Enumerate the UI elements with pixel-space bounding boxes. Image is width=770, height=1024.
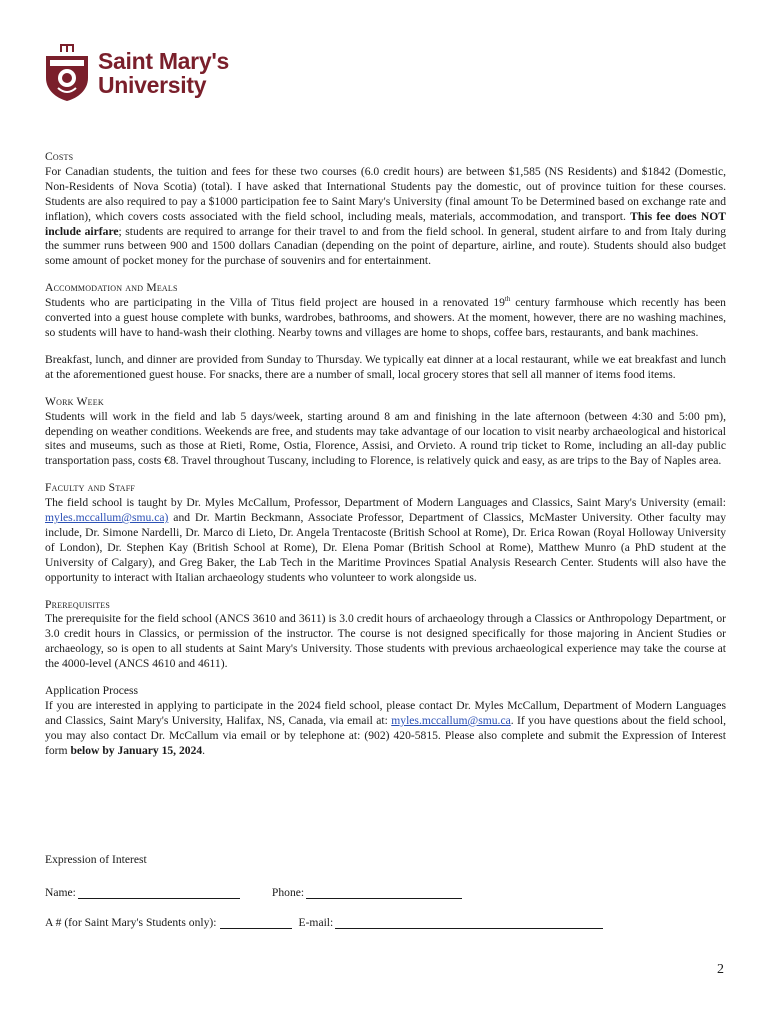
- a-number-label: A # (for Saint Mary's Students only):: [45, 916, 217, 929]
- email-label: E-mail:: [298, 916, 334, 929]
- eoi-row-1: [45, 883, 726, 899]
- faculty-paragraph: The field school is taught by Dr. Myles McCallum, Professor, Department of Modern Languages and Classics, Saint Mary's University (email: myles.mccallum@smu.ca) and Dr. Martin Beckmann, Associate Professor, Department of Classics, McMaster University. Other faculty may include, Dr. Simone Nardelli, Dr. Marco di Lieto, Dr. Angela Trentacoste (British School at Rome), Dr. Erica Rowan (Royal Holloway University of London), Dr. Stephen Kay (British School at Rome), Dr. Elena Pomar (British School at Rome), Matthew Munro (a PhD student at the University of Calgary), and Greg Baker, the Lab Tech in the Maritime Provinces Spatial Analysis Research Center. Students will also have the opportunity to interact with Italian archaeology students who volunteer to work alongside us.: [45, 496, 726, 584]
- document-body: [45, 150, 726, 771]
- logo-line-2: University: [98, 72, 207, 98]
- prerequisites-section: [45, 598, 726, 673]
- logo-wordmark: [98, 49, 229, 97]
- eoi-row-2: [45, 913, 726, 929]
- expression-of-interest-form: [45, 853, 726, 943]
- name-field[interactable]: [78, 886, 240, 899]
- work-week-paragraph: Students will work in the field and lab 5 days/week, starting around 8 am and finishing in the late afternoon (between 4:30 and 5:00 pm), depending on weather conditions. Weekends are free, and students may take advantage of our location to visit nearby archaeological and historical sites and museums, such as those at Rieti, Rome, Ostia, Florence, Assisi, and Orvieto. A round trip ticket to Rome, including an all-day public transportation pass, costs €8. Travel throughout Tuscany, including to Florence, is relatively quick and easy, as are trips to the Bay of Naples area.: [45, 409, 726, 468]
- faculty-heading: Faculty and Staff: [45, 481, 136, 495]
- eoi-title: Expression of Interest: [45, 853, 147, 866]
- a-number-field[interactable]: [220, 916, 292, 929]
- prerequisites-paragraph: The prerequisite for the field school (ANCS 3610 and 3611) is 3.0 credit hours of archaeology through a Classics or Anthropology Department, or 3.0 credit hours in Classics, or permission of the instructor. The course is not designed specifically for those majoring in Ancient Studies or archaeology, so is open to all students at Saint Mary's University. Those students with previous archaeological experience may take the course at the 4000-level (ANCS 4610 and 4611).: [45, 612, 726, 671]
- phone-field[interactable]: [306, 886, 462, 899]
- phone-label: Phone:: [271, 886, 305, 899]
- university-crest-icon: [44, 44, 90, 102]
- university-logo: [44, 44, 229, 102]
- application-heading: Application Process: [45, 684, 139, 698]
- accommodation-paragraph-1: Students who are participating in the Villa of Titus field project are housed in a renovated 19th century farmhouse which recently has been converted into a guest house complete with bunks, wardrobes, bathrooms, and showers. At the moment, however, there are no washing machines, so students will have to hand-wash their clothing. Nearby towns and villages are home to shops, coffee bars, restaurants, and bank machines.: [45, 295, 726, 339]
- faculty-email-link[interactable]: myles.mccallum@smu.ca): [45, 511, 169, 525]
- email-field[interactable]: [335, 916, 603, 929]
- accommodation-paragraph-2: Breakfast, lunch, and dinner are provided from Sunday to Thursday. We typically eat dinner at a local restaurant, while we eat breakfast and lunch at the aforementioned guest house. For snacks, there are a number of small, local grocery stores that sell all manner of items food items.: [45, 352, 726, 381]
- work-week-heading: Work Week: [45, 394, 104, 408]
- costs-heading: Costs: [45, 150, 74, 163]
- logo-line-1: Saint Mary's: [98, 48, 229, 74]
- application-email-link[interactable]: myles.mccallum@smu.ca: [391, 713, 511, 727]
- page-number: 2: [717, 962, 724, 977]
- costs-paragraph: For Canadian students, the tuition and fees for these two courses (6.0 credit hours) are between $1,585 (NS Residents) and $1842 (Domestic, Non-Residents of Nova Scotia) (total). I have asked that International Students pay the domestic, out of province tuition for these courses. Students are also required to pay a $1000 participation fee to Saint Mary's University (final amount To be Determined based on exchange rate and inflation), which covers costs associated with the field school, including meals, materials, accommodation, and transport. This fee does NOT include airfare; students are required to arrange for their travel to and from the field school. In general, student airfare to and from Italy during the summer runs between 900 and 1500 dollars Canadian (depending on the point of departure, airline, and route). Students should also budget some amount of pocket money for the purchase of souvenirs and for entertainment.: [45, 164, 726, 268]
- accommodation-heading: Accommodation and Meals: [45, 281, 178, 295]
- costs-section: [45, 150, 726, 269]
- accommodation-section: [45, 281, 726, 382]
- name-label: Name:: [45, 886, 76, 899]
- application-paragraph: If you are interested in applying to participate in the 2024 field school, please contact Dr. Myles McCallum, Department of Modern Languages and Classics, Saint Mary's University, Halifax, NS, Canada, via email at: myles.mccallum@smu.ca. If you have questions about the field school, you may also contact Dr. McCallum via email or by telephone at: (902) 420-5815. Please also complete and submit the Expression of Interest form below by January 15, 2024.: [45, 699, 726, 757]
- prerequisites-heading: Prerequisites: [45, 597, 111, 611]
- application-section: [45, 684, 726, 759]
- work-week-section: [45, 395, 726, 470]
- faculty-section: [45, 481, 726, 585]
